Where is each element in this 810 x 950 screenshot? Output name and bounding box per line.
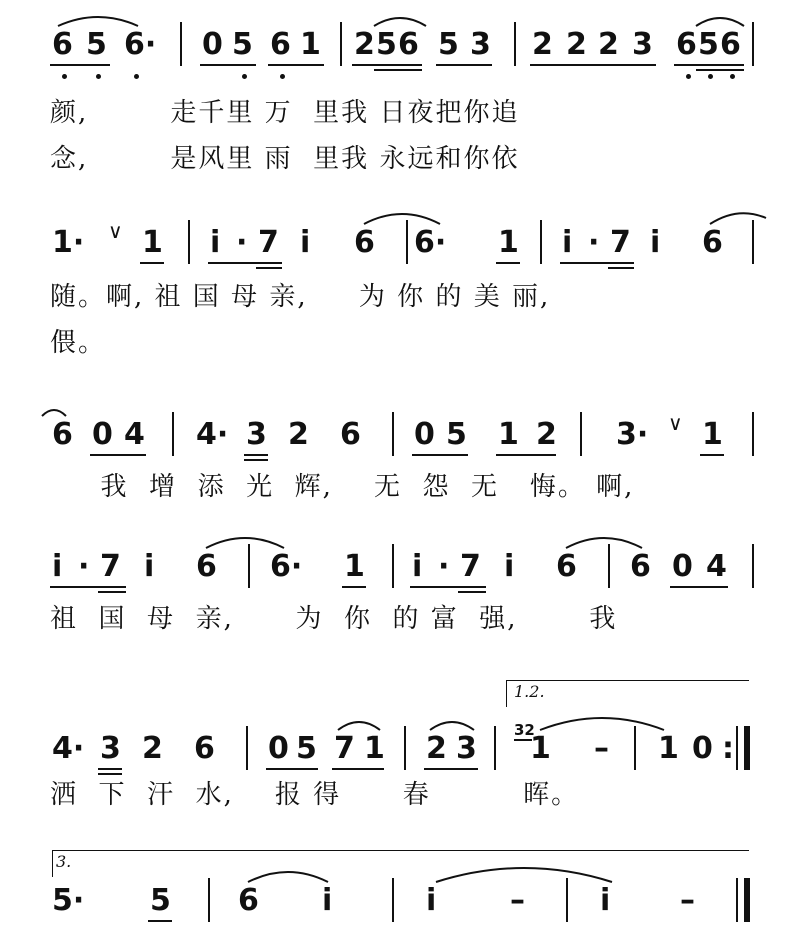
note: 2 bbox=[598, 27, 619, 62]
note: 6 bbox=[354, 225, 375, 260]
notes-row bbox=[0, 721, 810, 776]
note: 3 bbox=[100, 731, 121, 766]
note: 1 bbox=[530, 731, 551, 766]
note: 2 bbox=[354, 27, 375, 62]
underline bbox=[268, 64, 324, 66]
dash: – bbox=[680, 883, 695, 918]
lyrics-verse-1: 洒 下 汗 水, 报 得 春 晖。 bbox=[50, 780, 580, 810]
barline bbox=[736, 878, 738, 922]
note: i bbox=[650, 225, 661, 260]
dot bbox=[242, 74, 247, 79]
slur bbox=[336, 716, 382, 732]
note: 0 bbox=[672, 549, 693, 584]
note: · bbox=[438, 549, 450, 584]
note: i bbox=[210, 225, 221, 260]
note: 2 bbox=[566, 27, 587, 62]
note: 5 bbox=[446, 417, 467, 452]
note: 3 bbox=[246, 417, 267, 452]
note: · bbox=[78, 549, 90, 584]
note: 7 bbox=[334, 731, 355, 766]
underline bbox=[200, 64, 256, 66]
slur bbox=[694, 12, 746, 28]
barline bbox=[392, 544, 394, 588]
underline bbox=[560, 262, 634, 264]
tie bbox=[40, 404, 68, 418]
barline bbox=[180, 22, 182, 66]
lyrics-verse-1: 颜, 走千里 万 里我 日夜把你追 bbox=[50, 98, 520, 128]
note: 0 bbox=[202, 27, 223, 62]
note: 1 bbox=[142, 225, 163, 260]
underline bbox=[140, 262, 164, 264]
note: 6 bbox=[238, 883, 259, 918]
note: · bbox=[588, 225, 600, 260]
dot bbox=[62, 74, 67, 79]
note: 5 bbox=[438, 27, 459, 62]
note: 0 bbox=[92, 417, 113, 452]
note: 4 bbox=[124, 417, 145, 452]
underline bbox=[374, 69, 422, 71]
barline bbox=[752, 412, 754, 456]
underline bbox=[410, 586, 486, 588]
dot bbox=[708, 74, 713, 79]
note: 1· bbox=[52, 225, 85, 260]
underline bbox=[342, 586, 366, 588]
barline bbox=[404, 726, 406, 770]
note: · bbox=[236, 225, 248, 260]
barline bbox=[736, 726, 738, 770]
note: i bbox=[322, 883, 333, 918]
slur bbox=[564, 532, 644, 550]
dot bbox=[134, 74, 139, 79]
note: 1 bbox=[300, 27, 321, 62]
repeat-dots: : bbox=[722, 731, 734, 766]
note: i bbox=[504, 549, 515, 584]
note: 7 bbox=[258, 225, 279, 260]
note: i bbox=[300, 225, 311, 260]
breath-mark: ∨ bbox=[668, 411, 683, 435]
note: 1 bbox=[498, 225, 519, 260]
dot bbox=[280, 74, 285, 79]
slur bbox=[204, 532, 286, 550]
lyrics-verse-1: 我 增 添 光 辉, 无 怨 无 悔。 啊, bbox=[80, 472, 635, 502]
underline bbox=[412, 454, 468, 456]
note: 1 bbox=[658, 731, 679, 766]
underline bbox=[148, 920, 172, 922]
barline bbox=[188, 220, 190, 264]
note: i bbox=[412, 549, 423, 584]
lyrics-verse-2: 偎。 bbox=[50, 328, 107, 358]
note: 6 bbox=[194, 731, 215, 766]
note: 1 bbox=[702, 417, 723, 452]
barline bbox=[514, 22, 516, 66]
underline bbox=[98, 768, 122, 770]
note: 7 bbox=[100, 549, 121, 584]
note: 4· bbox=[52, 731, 85, 766]
barline bbox=[392, 878, 394, 922]
barline bbox=[248, 544, 250, 588]
volta-label: 3. bbox=[56, 852, 72, 871]
note: 2 bbox=[532, 27, 553, 62]
notes-row bbox=[0, 28, 810, 72]
note: 5 bbox=[86, 27, 107, 62]
note: i bbox=[144, 549, 155, 584]
note: 6 bbox=[196, 549, 217, 584]
note: 6 bbox=[720, 27, 741, 62]
note: 7 bbox=[460, 549, 481, 584]
slur bbox=[362, 208, 442, 226]
barline-thick bbox=[744, 878, 750, 922]
slur bbox=[56, 12, 140, 28]
slur bbox=[372, 12, 428, 28]
underline bbox=[674, 64, 744, 66]
notes-row bbox=[0, 884, 810, 928]
note: 6 bbox=[630, 549, 651, 584]
slur bbox=[538, 712, 666, 732]
note: i bbox=[426, 883, 437, 918]
note: 3· bbox=[616, 417, 649, 452]
barline bbox=[540, 220, 542, 264]
barline bbox=[172, 412, 174, 456]
underline bbox=[696, 69, 744, 71]
note: 2 bbox=[426, 731, 447, 766]
note: 1 bbox=[498, 417, 519, 452]
lyrics-verse-2: 念, 是风里 雨 里我 永远和你依 bbox=[50, 144, 520, 174]
note: 2 bbox=[142, 731, 163, 766]
note: 5· bbox=[52, 883, 85, 918]
note: 6 bbox=[676, 27, 697, 62]
note: 5 bbox=[698, 27, 719, 62]
underline bbox=[424, 768, 478, 770]
dot bbox=[96, 74, 101, 79]
notes-row bbox=[0, 550, 810, 594]
note: 0 bbox=[268, 731, 289, 766]
note: 4 bbox=[706, 549, 727, 584]
notes-row bbox=[0, 411, 810, 462]
barline bbox=[392, 412, 394, 456]
underline bbox=[256, 267, 282, 269]
note: 5 bbox=[296, 731, 317, 766]
note: 3 bbox=[456, 731, 477, 766]
note: 2 bbox=[536, 417, 557, 452]
barline bbox=[208, 878, 210, 922]
underline bbox=[98, 773, 122, 775]
barline bbox=[246, 726, 248, 770]
note: i bbox=[600, 883, 611, 918]
underline bbox=[50, 64, 110, 66]
barline bbox=[752, 22, 754, 66]
note: 7 bbox=[610, 225, 631, 260]
lyrics-verse-1: 随。啊, 祖 国 母 亲, 为 你 的 美 丽, bbox=[50, 282, 551, 312]
note: 6 bbox=[556, 549, 577, 584]
underline bbox=[90, 454, 146, 456]
note: 6· bbox=[270, 549, 303, 584]
note: i bbox=[52, 549, 63, 584]
underline bbox=[670, 586, 728, 588]
note: 3 bbox=[470, 27, 491, 62]
note: 6· bbox=[124, 27, 157, 62]
underline bbox=[50, 586, 126, 588]
note: 1 bbox=[364, 731, 385, 766]
note: 6 bbox=[52, 417, 73, 452]
underline bbox=[458, 591, 486, 593]
slur bbox=[434, 862, 614, 884]
underline bbox=[496, 454, 556, 456]
lyrics-verse-1: 祖 国 母 亲, 为 你 的 富 强, 我 bbox=[50, 604, 618, 634]
barline bbox=[752, 544, 754, 588]
underline bbox=[266, 768, 318, 770]
barline bbox=[566, 878, 568, 922]
barline bbox=[634, 726, 636, 770]
dash: – bbox=[510, 883, 525, 918]
dot bbox=[686, 74, 691, 79]
barline bbox=[752, 220, 754, 264]
underline bbox=[244, 454, 268, 456]
barline bbox=[580, 412, 582, 456]
note: 2 bbox=[288, 417, 309, 452]
underline bbox=[98, 591, 126, 593]
underline bbox=[244, 459, 268, 461]
underline bbox=[700, 454, 724, 456]
note: 0 bbox=[692, 731, 713, 766]
note: 3 bbox=[632, 27, 653, 62]
underline bbox=[352, 64, 422, 66]
note: i bbox=[562, 225, 573, 260]
notes-row bbox=[0, 219, 810, 270]
note: 5 bbox=[376, 27, 397, 62]
volta-label: 1.2. bbox=[514, 682, 545, 701]
barline-thick bbox=[744, 726, 750, 770]
note: 6· bbox=[414, 225, 447, 260]
slur bbox=[428, 716, 476, 732]
note: 6 bbox=[702, 225, 723, 260]
breath-mark: ∨ bbox=[108, 219, 123, 243]
note: 0 bbox=[414, 417, 435, 452]
underline bbox=[436, 64, 492, 66]
barline bbox=[494, 726, 496, 770]
grace-notes: 32 bbox=[514, 721, 535, 739]
note: 6 bbox=[340, 417, 361, 452]
dash: – bbox=[594, 731, 609, 766]
note: 4· bbox=[196, 417, 229, 452]
dot bbox=[730, 74, 735, 79]
slur bbox=[246, 866, 330, 884]
slur bbox=[708, 208, 768, 226]
barline bbox=[406, 220, 408, 264]
underline bbox=[496, 262, 520, 264]
underline bbox=[208, 262, 282, 264]
note: 5 bbox=[232, 27, 253, 62]
note: 6 bbox=[270, 27, 291, 62]
volta-bracket bbox=[52, 850, 749, 877]
barline bbox=[608, 544, 610, 588]
underline bbox=[608, 267, 634, 269]
underline bbox=[332, 768, 384, 770]
underline bbox=[530, 64, 656, 66]
note: 6 bbox=[52, 27, 73, 62]
note: 1 bbox=[344, 549, 365, 584]
barline bbox=[340, 22, 342, 66]
note: 6 bbox=[398, 27, 419, 62]
note: 5 bbox=[150, 883, 171, 918]
